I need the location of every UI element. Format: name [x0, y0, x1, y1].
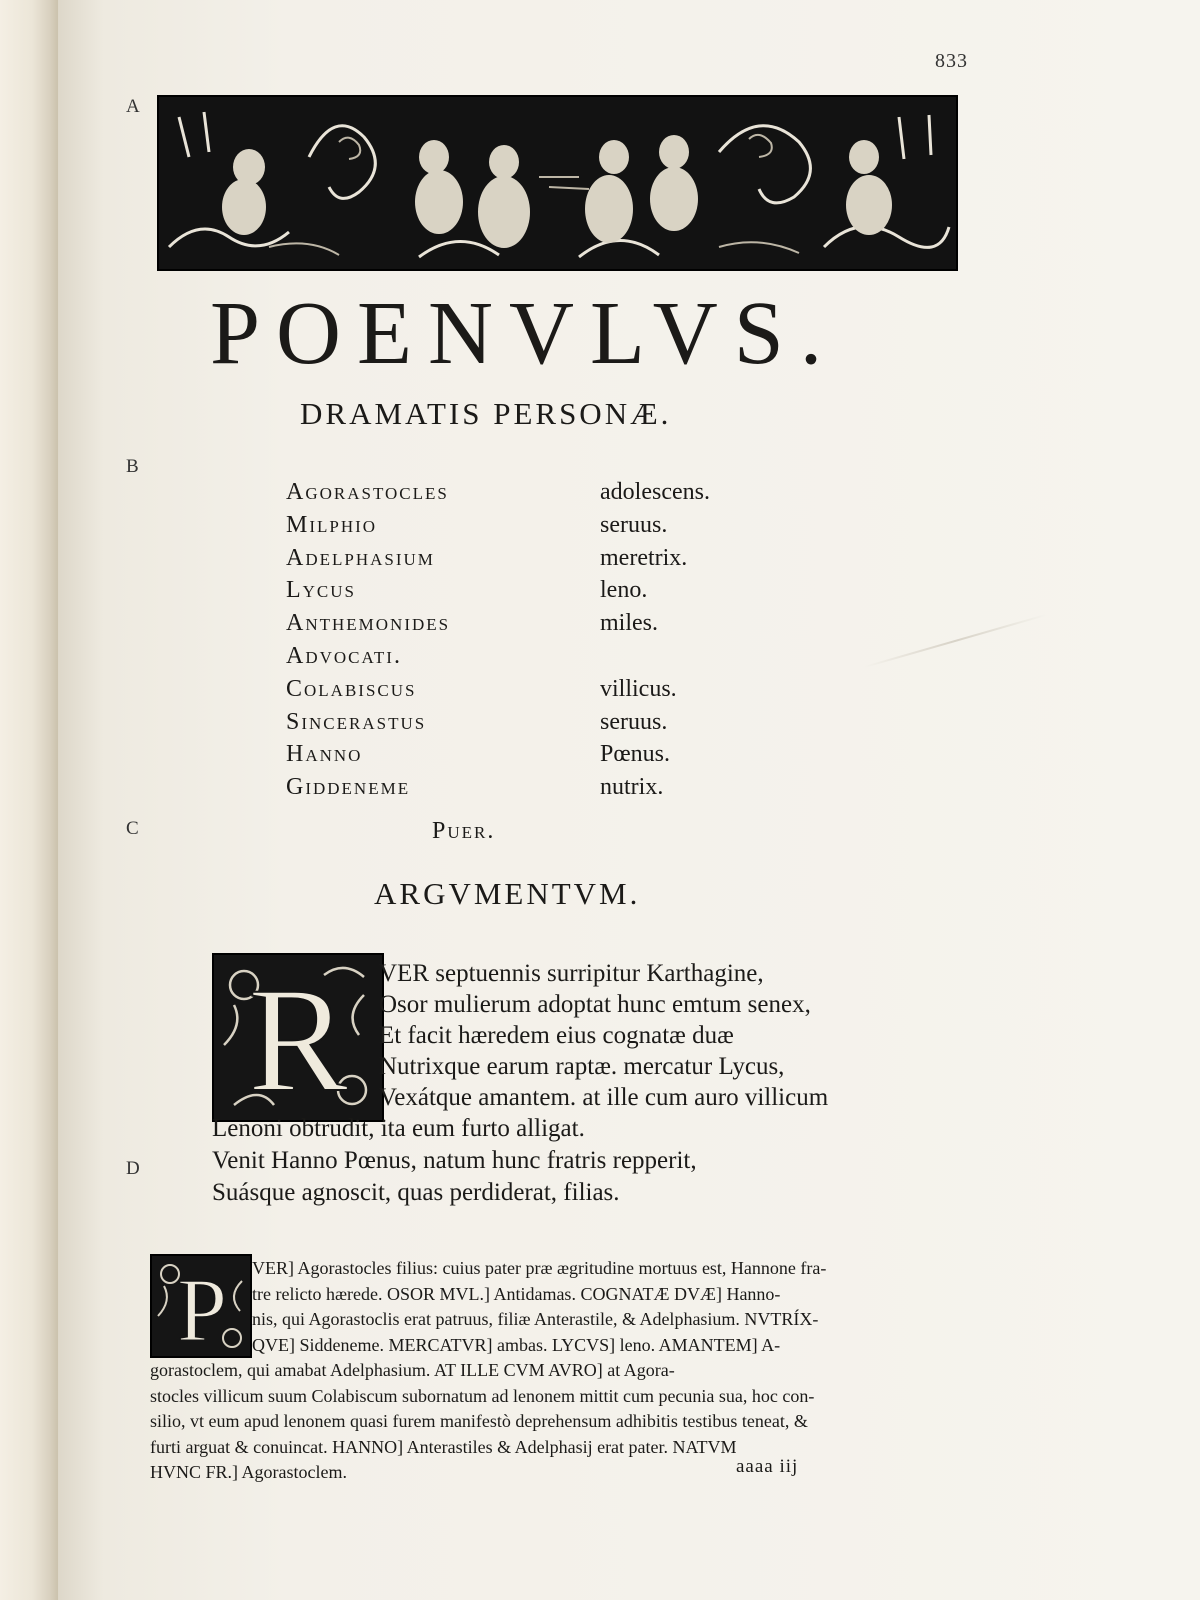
woodcut-headpiece	[157, 95, 958, 271]
character-row	[286, 545, 846, 578]
character-row	[286, 577, 846, 610]
character-list	[286, 479, 846, 807]
decorated-letter-p-image	[152, 1256, 250, 1356]
character-name: Lycus	[286, 577, 357, 604]
character-row	[286, 512, 846, 545]
character-puer: Puer.	[432, 818, 496, 844]
note-line: nis, qui Agorastoclis erat patruus, filiæ Anterastile, & Adelphasium. NVTRÍX-	[252, 1309, 819, 1329]
character-role: leno.	[600, 577, 648, 604]
note-line: gorastoclem, qui amabat Adelphasium. AT ILLE CVM AVRO] at Agora-	[150, 1360, 675, 1380]
character-role: adolescens.	[600, 479, 710, 505]
character-row	[286, 774, 846, 807]
character-role: miles.	[600, 610, 658, 637]
margin-letter-c: C	[126, 818, 139, 839]
verse-line: Osor mulierum adoptat hunc emtum senex,	[379, 991, 811, 1018]
character-role: nutrix.	[600, 774, 664, 801]
margin-letter-a: A	[126, 96, 140, 117]
character-name: Milphio	[286, 511, 378, 538]
character-name: Adelphasium	[286, 544, 435, 571]
character-name: Giddeneme	[286, 774, 411, 801]
character-name: Colabiscus	[286, 675, 417, 702]
character-name: Hanno	[286, 741, 363, 768]
verse-line: Et facit hæredem eius cognatæ duæ	[379, 1022, 734, 1049]
character-row	[286, 479, 846, 512]
verse-line: Lenoni obtrudit, ita eum furto alligat.	[212, 1115, 585, 1142]
ornamental-initial-r	[212, 953, 384, 1122]
character-name: Sincerastus	[286, 708, 427, 735]
note-line: HVNC FR.] Agorastoclem.	[150, 1462, 347, 1482]
play-title: POENVLVS.	[210, 284, 839, 383]
character-role: seruus.	[600, 511, 668, 538]
note-line: silio, vt eum apud lenonem quasi furem manifestò deprehensum adhibitis testibus teneat, &	[150, 1411, 808, 1431]
note-line: VER] Agorastocles filius: cuius pater præ ægritudine mortuus est, Hannone fra-	[252, 1258, 827, 1278]
margin-letter-d: D	[126, 1158, 140, 1179]
character-row	[286, 741, 846, 774]
note-line: QVE] Siddeneme. MERCATVR] ambas. LYCVS] leno. AMANTEM] A-	[252, 1334, 781, 1355]
svg-text:P: P	[176, 1261, 228, 1356]
verse-line: Venit Hanno Pœnus, natum hunc fratris repperit,	[212, 1147, 697, 1174]
character-row	[286, 610, 846, 643]
verse-line: Nutrixque earum raptæ. mercatur Lycus,	[379, 1053, 785, 1080]
note-line: furti arguat & conuincat. HANNO] Anterastiles & Adelphasij erat pater. NATVM	[150, 1436, 737, 1457]
character-row	[286, 676, 846, 709]
character-role: villicus.	[600, 675, 677, 702]
character-row	[286, 643, 846, 676]
character-row	[286, 709, 846, 742]
signature-mark: aaaa iij	[736, 1456, 799, 1477]
verse-line: Vexátque amantem. at ille cum auro villicum	[379, 1084, 829, 1111]
character-name: Agorastocles	[286, 479, 449, 505]
svg-text:R: R	[247, 957, 349, 1120]
decorated-letter-r-image	[214, 955, 382, 1120]
character-name: Anthemonides	[286, 610, 451, 637]
page-number: 833	[935, 50, 968, 72]
ornamental-initial-p	[150, 1254, 252, 1358]
character-role: Pœnus.	[600, 741, 671, 768]
margin-letter-b: B	[126, 456, 139, 477]
character-name: Advocati.	[286, 642, 402, 669]
woodcut-sea-creatures-image	[159, 97, 956, 269]
note-line: tre relicto hærede. OSOR MVL.] Antidamas. COGNATÆ DVÆ] Hanno-	[252, 1283, 781, 1304]
character-role: meretrix.	[600, 544, 688, 571]
book-spine-gutter	[0, 0, 58, 1600]
note-line: stocles villicum suum Colabiscum subornatum ad lenonem mittit cum pecunia sua, hoc con-	[150, 1385, 815, 1406]
dramatis-personae-heading: DRAMATIS PERSONÆ.	[300, 396, 672, 431]
character-role: seruus.	[600, 708, 668, 735]
verse-line: VER septuennis surripitur Karthagine,	[379, 960, 764, 987]
argumentum-heading: ARGVMENTVM.	[374, 876, 641, 911]
verse-line: Suásque agnoscit, quas perdiderat, filias.	[212, 1179, 620, 1206]
